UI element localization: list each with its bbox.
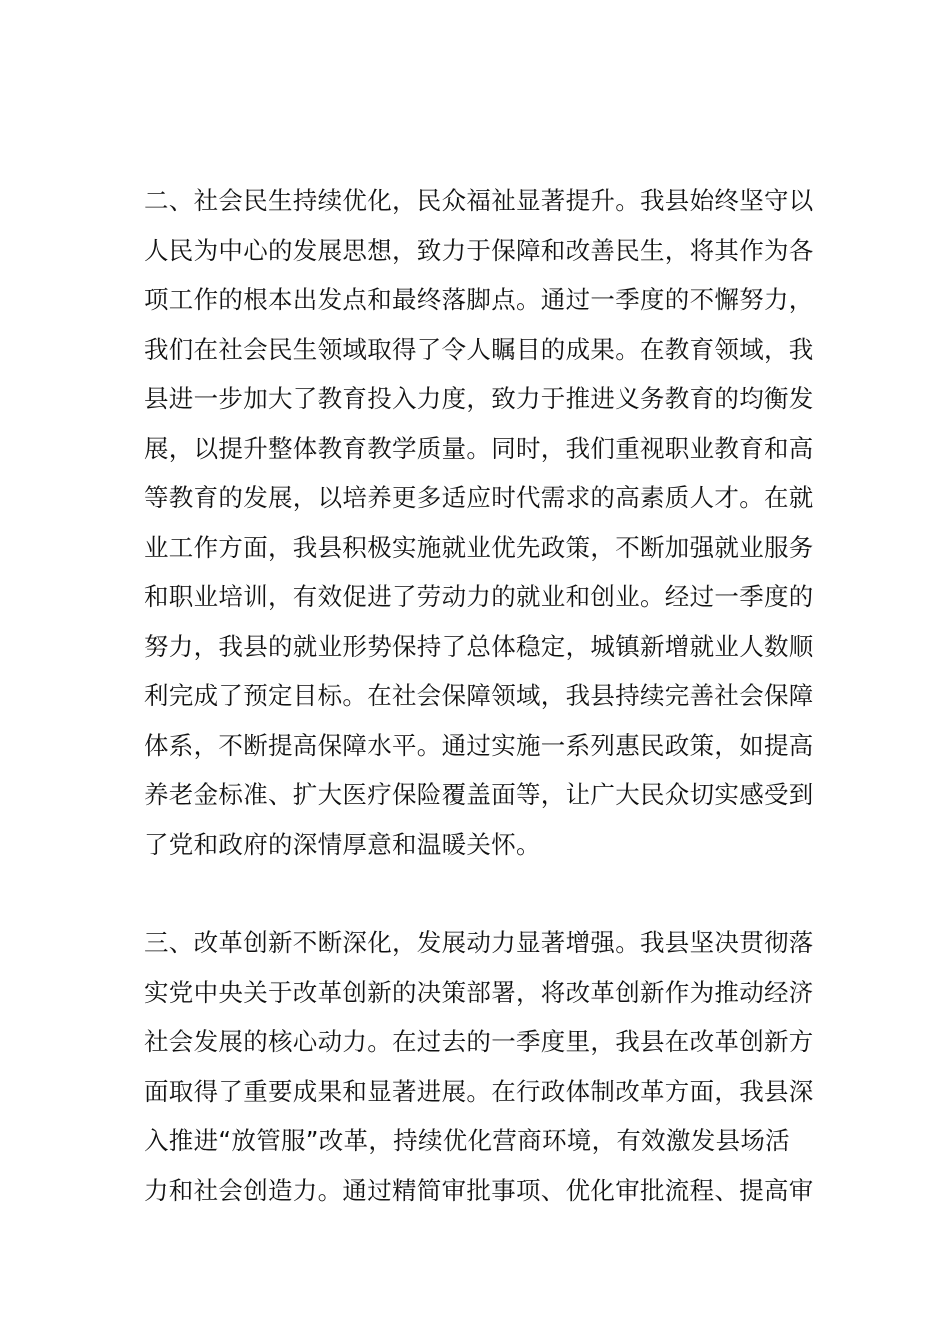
text-line: 面取得了重要成果和显著进展。在行政体制改革方面，我县深 [144,1076,814,1106]
text-line: 二、社会民生持续优化，民众福祉显著提升。我县始终坚守以 [144,186,814,215]
text-line: 力和社会创造力。通过精简审批事项、优化审批流程、提高审 [144,1175,814,1205]
paragraph-social-livelihood [144,176,814,869]
text-line: 社会发展的核心动力。在过去的一季度里，我县在改革创新方 [144,1027,814,1056]
text-line: 人民为中心的发展思想，致力于保障和改善民生，将其作为各 [144,235,814,265]
text-line: 利完成了预定目标。在社会保障领域，我县持续完善社会保障 [144,681,814,710]
text-line: 业工作方面，我县积极实施就业优先政策，不断加强就业服务 [144,532,814,562]
text-line: 展，以提升整体教育教学质量。同时，我们重视职业教育和高 [144,433,814,463]
text-line: 三、改革创新不断深化，发展动力显著增强。我县坚决贯彻落 [144,928,814,957]
text-line: 体系，不断提高保障水平。通过实施一系列惠民政策，如提高 [144,730,814,760]
text-line: 实党中央关于改革创新的决策部署，将改革创新作为推动经济 [144,977,814,1007]
text-line: 入推进“放管服”改革，持续优化营商环境，有效激发县场活 [144,1126,790,1155]
text-line: 我们在社会民生领域取得了令人瞩目的成果。在教育领域，我 [144,334,814,364]
text-line: 项工作的根本出发点和最终落脚点。通过一季度的不懈努力， [144,285,814,314]
text-line: 等教育的发展，以培养更多适应时代需求的高素质人才。在就 [144,483,814,512]
text-line: 了党和政府的深情厚意和温暖关怀。 [144,829,541,859]
text-line: 养老金标准、扩大医疗保险覆盖面等，让广大民众切实感受到 [144,780,814,809]
paragraph-reform-innovation [144,918,814,1215]
text-line: 和职业培训，有效促进了劳动力的就业和创业。经过一季度的 [144,582,814,611]
text-line: 县进一步加大了教育投入力度，致力于推进义务教育的均衡发 [144,384,814,413]
text-line: 努力，我县的就业形势保持了总体稳定，城镇新增就业人数顺 [144,631,814,661]
